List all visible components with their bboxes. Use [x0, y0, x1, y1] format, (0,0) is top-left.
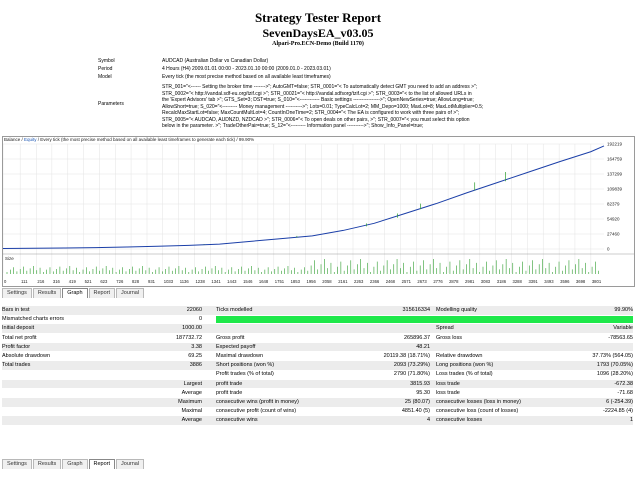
x-tick-label: 0 [4, 279, 7, 284]
x-tick-label: 3801 [591, 279, 602, 284]
tab-bar-top [2, 288, 145, 298]
metric-value: 6 (-254.39) [606, 399, 633, 405]
x-tick-label: 2263 [353, 279, 364, 284]
report-row [2, 315, 633, 324]
x-tick-label: 2058 [322, 279, 332, 284]
metric-label: profit trade [216, 389, 243, 396]
parameters-line: the 'Expert Advisors' tab >"; GTS_Set=3; DST=true; S_010="<------------ Basic settings ---------------->"; OpenNewSeries=true; AllowLong=true; [162, 97, 474, 103]
report-row [2, 389, 633, 398]
tab-report[interactable]: Report [89, 459, 116, 469]
tab-graph[interactable]: Graph [62, 459, 87, 469]
metric-label: Gross profit [216, 334, 245, 341]
model-label: Model [98, 74, 112, 80]
metric-label: consecutive losses [436, 417, 483, 424]
metric-value: 4 [426, 417, 430, 424]
x-tick-label: 3186 [496, 279, 507, 284]
x-tick-label: 3083 [480, 279, 491, 284]
metric-value: 0 [198, 316, 202, 323]
x-tick-label: 2366 [369, 279, 380, 284]
tab-journal[interactable]: Journal [116, 288, 144, 298]
parameters-label: Parameters [98, 101, 124, 107]
metric-value: 99.90% [614, 307, 633, 313]
metric-label: Largest [183, 380, 202, 387]
metric-label: loss trade [436, 380, 460, 387]
x-tick-label: 1136 [179, 279, 189, 284]
metric-value: 20119.38 (18.71%) [383, 353, 430, 359]
tab-settings[interactable]: Settings [2, 288, 32, 298]
y-tick-label: 82379 [607, 201, 620, 207]
metric-label: Modelling quality [436, 307, 477, 313]
x-tick-label: 2878 [449, 279, 459, 284]
metric-value: 22060 [186, 307, 202, 313]
metric-value: 3.38 [191, 343, 202, 350]
broker-build: Alpari-Pro.ECN-Demo (Build 1170) [272, 41, 364, 47]
chart-caption-rest: / Every tick (the most precise method based on all available least timeframes to generate each tick) / 99.90% [36, 137, 255, 142]
metric-value: -71.68 [617, 389, 633, 396]
x-tick-label: 1648 [258, 279, 269, 284]
y-tick-label: 0 [607, 246, 610, 252]
metric-label: Relative drawdown [436, 353, 483, 359]
expert-name: SevenDaysEA_v03.05 [262, 26, 374, 40]
x-tick-label: 2981 [465, 279, 475, 284]
x-tick-label: 828 [132, 279, 140, 284]
report-row [2, 407, 633, 416]
metric-value: 1 [629, 417, 633, 424]
x-tick-label: 521 [84, 279, 92, 284]
y-tick-label: 192219 [607, 141, 623, 147]
metric-label: Total net profit [2, 334, 37, 341]
tab-settings[interactable]: Settings [2, 459, 32, 469]
x-tick-label: 216 [37, 279, 45, 284]
balance-chart[interactable] [2, 136, 635, 287]
report-row [2, 343, 633, 352]
x-tick-label: 3596 [560, 279, 570, 284]
chart-caption-equity: Equity [24, 137, 37, 142]
metric-label: Initial deposit [2, 325, 35, 332]
metric-value: 69.25 [188, 353, 202, 359]
report-row [2, 352, 633, 361]
x-tick-label: 1238 [195, 279, 205, 284]
parameters-line: below in the parameter. >"; TradeOtherPair=true; S_12="<--------- Information panel ---------->"; Show_Info_Panel=true; [162, 123, 424, 129]
metric-value: 95.30 [416, 389, 430, 396]
x-tick-label: 726 [116, 279, 124, 284]
metric-label: profit trade [216, 380, 243, 387]
report-row [2, 334, 633, 343]
tab-results[interactable]: Results [33, 288, 61, 298]
y-tick-label: 109839 [607, 186, 623, 192]
x-tick-label: 111 [21, 279, 28, 284]
metric-label: Ticks modelled [216, 307, 253, 313]
balance-chart-canvas [3, 137, 634, 286]
metric-label: consecutive losses (loss in money) [436, 399, 521, 405]
y-tick-label: 54920 [607, 216, 620, 222]
x-tick-label: 2468 [385, 279, 396, 284]
metric-value: 3886 [189, 362, 202, 369]
x-tick-label: 3391 [528, 279, 538, 284]
report-row [2, 361, 633, 370]
period-label: Period [98, 66, 113, 72]
tab-results[interactable]: Results [33, 459, 61, 469]
x-tick-label: 3698 [575, 279, 586, 284]
report-row [2, 324, 633, 333]
metric-value: 25 (80.07) [404, 399, 430, 405]
y-tick-label: 137299 [607, 171, 623, 177]
report-title: Strategy Tester Report [254, 10, 382, 25]
y-tick-label: 27460 [607, 231, 620, 237]
x-tick-label: 316 [52, 279, 60, 284]
x-tick-label: 3493 [544, 279, 554, 284]
metric-value: 187732.72 [176, 334, 202, 341]
metric-label: loss trade [436, 389, 460, 396]
parameters-line: STR_001="<------ Setting the broker time ------->"; AutoGMT=false; STR_0001="< To automatically detect GMT you need to add an address >"; [162, 84, 478, 90]
parameters-line: AllowShort=true; S_020="<--------- Money management ---------->"; Lots=0.01; TypeCalcLot=2; MM_Depo=1000; MaxLot=8; MaxLotMultiplier=0.5; [162, 103, 484, 110]
balance-line [3, 146, 604, 249]
x-tick-label: 623 [100, 279, 108, 284]
metric-value: 315616334 [402, 307, 430, 313]
symbol-value: AUDCAD (Australian Dollar vs Canadian Dollar) [162, 58, 269, 64]
x-tick-label: 2673 [417, 279, 427, 284]
report-row [2, 398, 633, 407]
metric-value: 1793 (70.05%) [596, 362, 633, 369]
report-row [2, 416, 633, 425]
metric-value: -672.38 [614, 380, 633, 387]
symbol-label: Symbol [98, 58, 115, 64]
metric-label: Loss trades (% of total) [436, 371, 493, 378]
metric-label: Total trades [2, 362, 31, 369]
chart-caption-balance: Balance / [4, 137, 25, 142]
metric-label: Absolute drawdown [2, 353, 51, 359]
metric-value: 265896.37 [404, 334, 430, 341]
parameters-line: RecalcMaxStartLot=false; MaxCountMultLot=4; CountInOneTime=2; STR_0004="< The EA is configured to work with three pairs of >"; [162, 110, 460, 116]
metric-label: Profit factor [2, 343, 31, 350]
x-tick-label: 419 [68, 279, 76, 284]
metric-value: 37.73% (564.05) [592, 353, 633, 359]
report-row [2, 306, 633, 315]
x-tick-label: 1956 [306, 279, 316, 284]
x-tick-label: 1443 [227, 279, 237, 284]
x-tick-label: 2161 [338, 279, 348, 284]
tab-bar-bottom [2, 459, 145, 469]
metric-label: Mismatched charts errors [2, 316, 65, 323]
metric-label: Maximal [181, 408, 202, 415]
metric-value: 2790 (71.80%) [393, 371, 430, 378]
metric-label: Expected payoff [216, 343, 256, 350]
parameters-value [162, 84, 542, 130]
metric-value: 1000.00 [182, 325, 202, 332]
chart-caption [4, 137, 254, 142]
metric-label: consecutive loss (count of losses) [436, 408, 519, 415]
metric-label: Gross loss [436, 334, 462, 341]
y-tick-label: 164759 [607, 156, 623, 162]
x-tick-label: 1341 [211, 279, 221, 284]
x-tick-label: 3288 [512, 279, 522, 284]
metric-value: 2093 (73.29%) [393, 362, 430, 369]
parameters-line: STR_0005="< AUDCAD, AUDNZD, NZDCAD >"; STR_0006="< To open deals on other pairs, >"; STR_0007="< you must select this option [162, 116, 470, 123]
metric-label: Maximal drawdown [216, 353, 264, 359]
metric-value: 4851.40 (5) [401, 408, 430, 415]
metric-label: Spread [436, 325, 454, 332]
metric-label: Short positions (won %) [216, 362, 275, 369]
metric-label: consecutive wins (profit in money) [216, 399, 299, 405]
tab-journal[interactable]: Journal [116, 459, 144, 469]
metric-value: -78563.65 [608, 334, 633, 341]
report-row [2, 370, 633, 379]
modelling-quality-bar [216, 316, 633, 323]
metric-label: consecutive wins [216, 417, 258, 424]
metric-label: Average [181, 389, 202, 396]
metric-value: -2224.85 (4) [603, 408, 633, 415]
parameters-line: STR_0002="< http://vandal.sdf-eu.org/tzif.cgi >"; STR_00021="< http://vandal.sdfsorg/tzif.cgi >"; STR_0003="< to the list of allowed URLs in [162, 90, 472, 97]
x-tick-label: 1853 [290, 279, 300, 284]
size-label: Size [5, 256, 14, 261]
x-tick-label: 1751 [274, 279, 285, 284]
metric-value: 48.21 [416, 343, 430, 350]
metric-label: Bars in test [2, 307, 30, 313]
x-tick-label: 2776 [433, 279, 443, 284]
model-value: Every tick (the most precise method based on all available least timeframes) [162, 74, 331, 80]
metric-label: Maximum [178, 399, 202, 405]
x-tick-label: 1033 [163, 279, 174, 284]
metric-value: Variable [613, 325, 633, 332]
report-row [2, 380, 633, 389]
tab-graph[interactable]: Graph [62, 288, 87, 298]
metric-value: 3815.93 [410, 380, 430, 387]
metric-label: Long positions (won %) [436, 362, 494, 369]
period-value: 4 Hours (H4) 2009.01.01 00:00 - 2023.01.10 00:00 (2009.01.0 - 2023.03.01) [162, 66, 331, 72]
x-tick-label: 2571 [401, 279, 411, 284]
report-table [2, 306, 633, 430]
metric-label: Average [181, 417, 202, 424]
metric-label: consecutive profit (count of wins) [216, 408, 297, 415]
metric-label: Profit trades (% of total) [216, 371, 274, 378]
tab-report[interactable]: Report [89, 288, 116, 298]
x-tick-label: 1546 [243, 279, 253, 284]
metric-value: 1096 (28.20%) [596, 371, 633, 378]
x-tick-label: 931 [147, 279, 155, 284]
